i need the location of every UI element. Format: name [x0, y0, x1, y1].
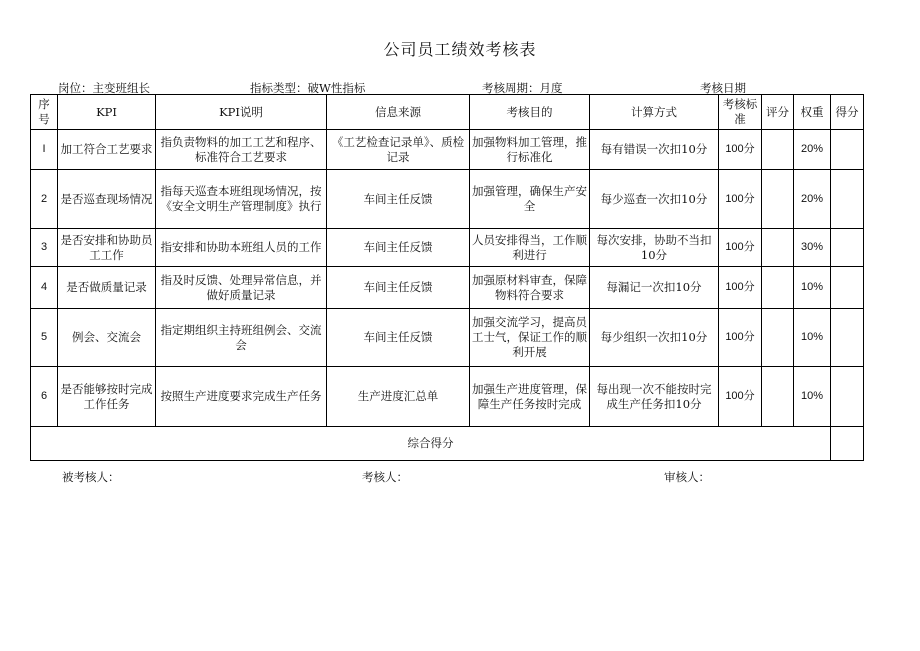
row-score[interactable] — [762, 170, 794, 229]
header-calc: 计算方式 — [590, 95, 719, 130]
row-source: 生产进度汇总单 — [327, 367, 470, 427]
row-calc: 每有错误一次扣10分 — [590, 130, 719, 170]
row-no: 5 — [31, 309, 58, 367]
row-desc: 指安排和协助本班组人员的工作 — [156, 229, 327, 267]
total-label: 综合得分 — [31, 427, 831, 461]
header-purpose: 考核目的 — [470, 95, 590, 130]
row-standard: 100分 — [719, 267, 762, 309]
row-no: 3 — [31, 229, 58, 267]
row-source: 车间主任反馈 — [327, 309, 470, 367]
row-standard: 100分 — [719, 309, 762, 367]
table-row — [31, 229, 864, 267]
row-purpose: 加强交流学习，提高员工士气，保证工作的顺利开展 — [470, 309, 590, 367]
date-label: 考核日期 — [700, 81, 746, 95]
header-desc: KPI说明 — [156, 95, 327, 130]
appraiser-signature: 考核人： — [362, 470, 408, 484]
row-no: 6 — [31, 367, 58, 427]
row-score[interactable] — [762, 130, 794, 170]
total-row — [31, 427, 864, 461]
indicator-type-label: 指标类型：破W性指标 — [250, 81, 366, 95]
row-kpi: 加工符合工艺要求 — [58, 130, 156, 170]
row-weight: 10% — [794, 309, 831, 367]
row-result[interactable] — [831, 309, 864, 367]
row-result[interactable] — [831, 229, 864, 267]
total-score[interactable] — [831, 427, 864, 461]
row-standard: 100分 — [719, 130, 762, 170]
header-no: 序号 — [31, 95, 58, 130]
row-source: 《工艺检查记录单》、质检记录 — [327, 130, 470, 170]
row-weight: 20% — [794, 170, 831, 229]
header-source: 信息来源 — [327, 95, 470, 130]
kpi-table — [30, 94, 864, 461]
table-row — [31, 367, 864, 427]
row-source: 车间主任反馈 — [327, 229, 470, 267]
row-score[interactable] — [762, 267, 794, 309]
row-weight: 30% — [794, 229, 831, 267]
row-score[interactable] — [762, 309, 794, 367]
header-weight: 权重 — [794, 95, 831, 130]
row-calc: 每少组织一次扣10分 — [590, 309, 719, 367]
row-source: 车间主任反馈 — [327, 267, 470, 309]
period-label: 考核周期：月度 — [482, 81, 563, 95]
row-result[interactable] — [831, 130, 864, 170]
row-kpi: 例会、交流会 — [58, 309, 156, 367]
row-weight: 20% — [794, 130, 831, 170]
row-purpose: 加强生产进度管理，保障生产任务按时完成 — [470, 367, 590, 427]
reviewer-signature: 审核人： — [664, 470, 710, 484]
page-title: 公司员工绩效考核表 — [383, 40, 537, 59]
row-calc: 每次安排，协助不当扣10分 — [590, 229, 719, 267]
row-desc: 指负责物料的加工工艺和程序、标准符合工艺要求 — [156, 130, 327, 170]
table-row — [31, 267, 864, 309]
row-purpose: 加强管理，确保生产安全 — [470, 170, 590, 229]
row-score[interactable] — [762, 229, 794, 267]
table-row — [31, 309, 864, 367]
row-purpose: 人员安排得当，工作顺利进行 — [470, 229, 590, 267]
table-row — [31, 130, 864, 170]
row-standard: 100分 — [719, 170, 762, 229]
row-weight: 10% — [794, 367, 831, 427]
header-row — [31, 95, 864, 130]
row-result[interactable] — [831, 267, 864, 309]
row-desc: 指及时反馈、处理异常信息，并做好质量记录 — [156, 267, 327, 309]
row-purpose: 加强原材料审查，保障物料符合要求 — [470, 267, 590, 309]
header-standard: 考核标准 — [719, 95, 762, 130]
header-kpi: KPI — [58, 95, 156, 130]
row-score[interactable] — [762, 367, 794, 427]
row-kpi: 是否巡查现场情况 — [58, 170, 156, 229]
row-desc: 指每天巡查本班组现场情况，按《安全文明生产管理制度》执行 — [156, 170, 327, 229]
row-purpose: 加强物料加工管理，推行标准化 — [470, 130, 590, 170]
row-desc: 按照生产进度要求完成生产任务 — [156, 367, 327, 427]
row-calc: 每出现一次不能按时完成生产任务扣10分 — [590, 367, 719, 427]
header-result: 得分 — [831, 95, 864, 130]
row-desc: 指定期组织主持班组例会、交流会 — [156, 309, 327, 367]
row-kpi: 是否做质量记录 — [58, 267, 156, 309]
row-no: I — [31, 130, 58, 170]
row-standard: 100分 — [719, 367, 762, 427]
table-row — [31, 170, 864, 229]
row-result[interactable] — [831, 170, 864, 229]
header-score: 评分 — [762, 95, 794, 130]
appraisee-signature: 被考核人： — [62, 470, 120, 484]
row-weight: 10% — [794, 267, 831, 309]
row-kpi: 是否能够按时完成工作任务 — [58, 367, 156, 427]
row-source: 车间主任反馈 — [327, 170, 470, 229]
row-standard: 100分 — [719, 229, 762, 267]
row-no: 2 — [31, 170, 58, 229]
row-calc: 每漏记一次扣10分 — [590, 267, 719, 309]
row-no: 4 — [31, 267, 58, 309]
position-label: 岗位：主变班组长 — [58, 81, 150, 95]
row-kpi: 是否安排和协助员工工作 — [58, 229, 156, 267]
row-calc: 每少巡查一次扣10分 — [590, 170, 719, 229]
row-result[interactable] — [831, 367, 864, 427]
